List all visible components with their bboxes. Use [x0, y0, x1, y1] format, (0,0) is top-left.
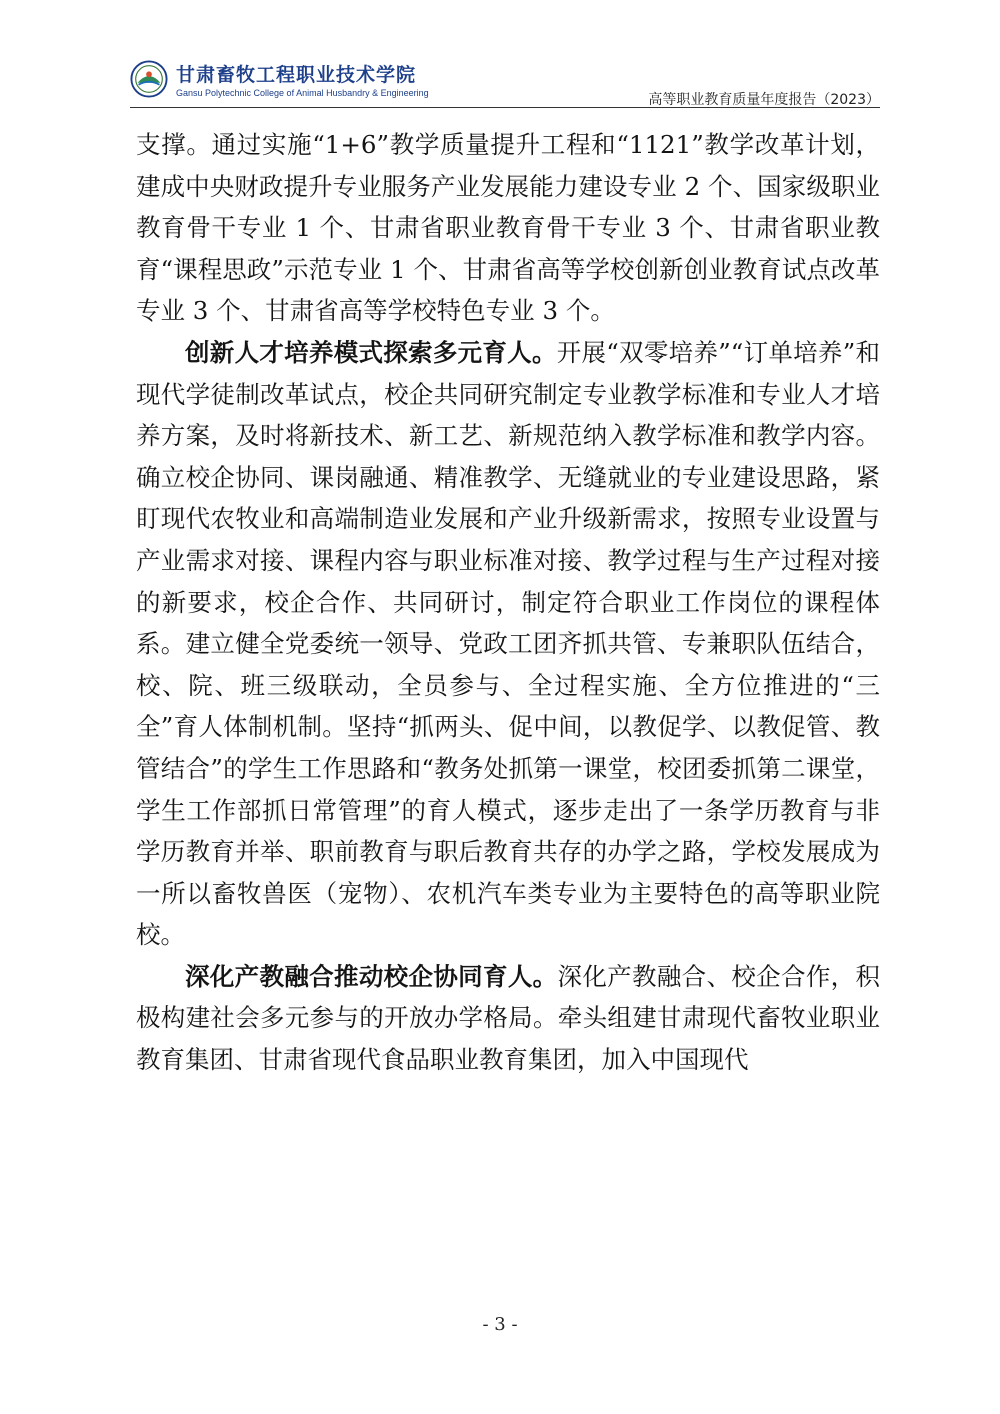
paragraph-text: 深化产教融合、校企合作，积极构建社会多元参与的开放办学格局。牵头组建甘肃现代畜牧业职业教育集团、甘肃省现代食品职业教育集团，加入中国现代 [136, 961, 880, 1075]
paragraph-heading: 深化产教融合推动校企协同育人。 [185, 961, 558, 991]
page-header [130, 58, 880, 108]
paragraph-text: 支撑。通过实施“1+6”教学质量提升工程和“1121”教学改革计划，建成中央财政提升专业服务产业发展能力建设专业 2 个、国家级职业教育骨干专业 1 个、甘肃省职业教育骨干专业 3 个、甘肃省职业教育“课程思政”示范专业 1 个、甘肃省高等学校创新创业教育试点改革专业 3 个、甘肃省高等学校特色专业 3 个。 [136, 130, 880, 326]
paragraph [136, 124, 880, 332]
paragraph [136, 956, 880, 1081]
paragraph-text: 开展“双零培养”“订单培养”和现代学徒制改革试点，校企共同研究制定专业教学标准和专业人才培养方案，及时将新技术、新工艺、新规范纳入教学标准和教学内容。确立校企协同、课岗融通、精准教学、无缝就业的专业建设思路，紧盯现代农牧业和高端制造业发展和产业升级新需求，按照专业设置与产业需求对接、课程内容与职业标准对接、教学过程与生产过程对接的新要求，校企合作、共同研讨，制定符合职业工作岗位的课程体系。建立健全党委统一领导、党政工团齐抓共管、专兼职队伍结合，校、院、班三级联动，全员参与、全过程实施、全方位推进的“三全”育人体制机制。坚持“抓两头、促中间，以教促学、以教促管、教管结合”的学生工作思路和“教务处抓第一课堂，校团委抓第二课堂，学生工作部抓日常管理”的育人模式，逐步走出了一条学历教育与非学历教育并举、职前教育与职后教育共存的办学之路，学校发展成为一所以畜牧兽医（宠物）、农机汽车类专业为主要特色的高等职业院校。 [136, 337, 880, 950]
document-body [136, 124, 880, 1081]
paragraph-heading: 创新人才培养模式探索多元育人。 [185, 337, 557, 367]
page-number: - 3 - [482, 1314, 518, 1335]
school-emblem-icon [130, 60, 168, 98]
report-title: 高等职业教育质量年度报告（2023） [648, 92, 880, 108]
school-name-english: Gansu Polytechnic College of Animal Husbandry & Engineering [176, 88, 429, 98]
header-divider [130, 107, 880, 108]
paragraph [136, 332, 880, 956]
school-name-chinese: 甘肃畜牧工程职业技术学院 [176, 64, 417, 86]
